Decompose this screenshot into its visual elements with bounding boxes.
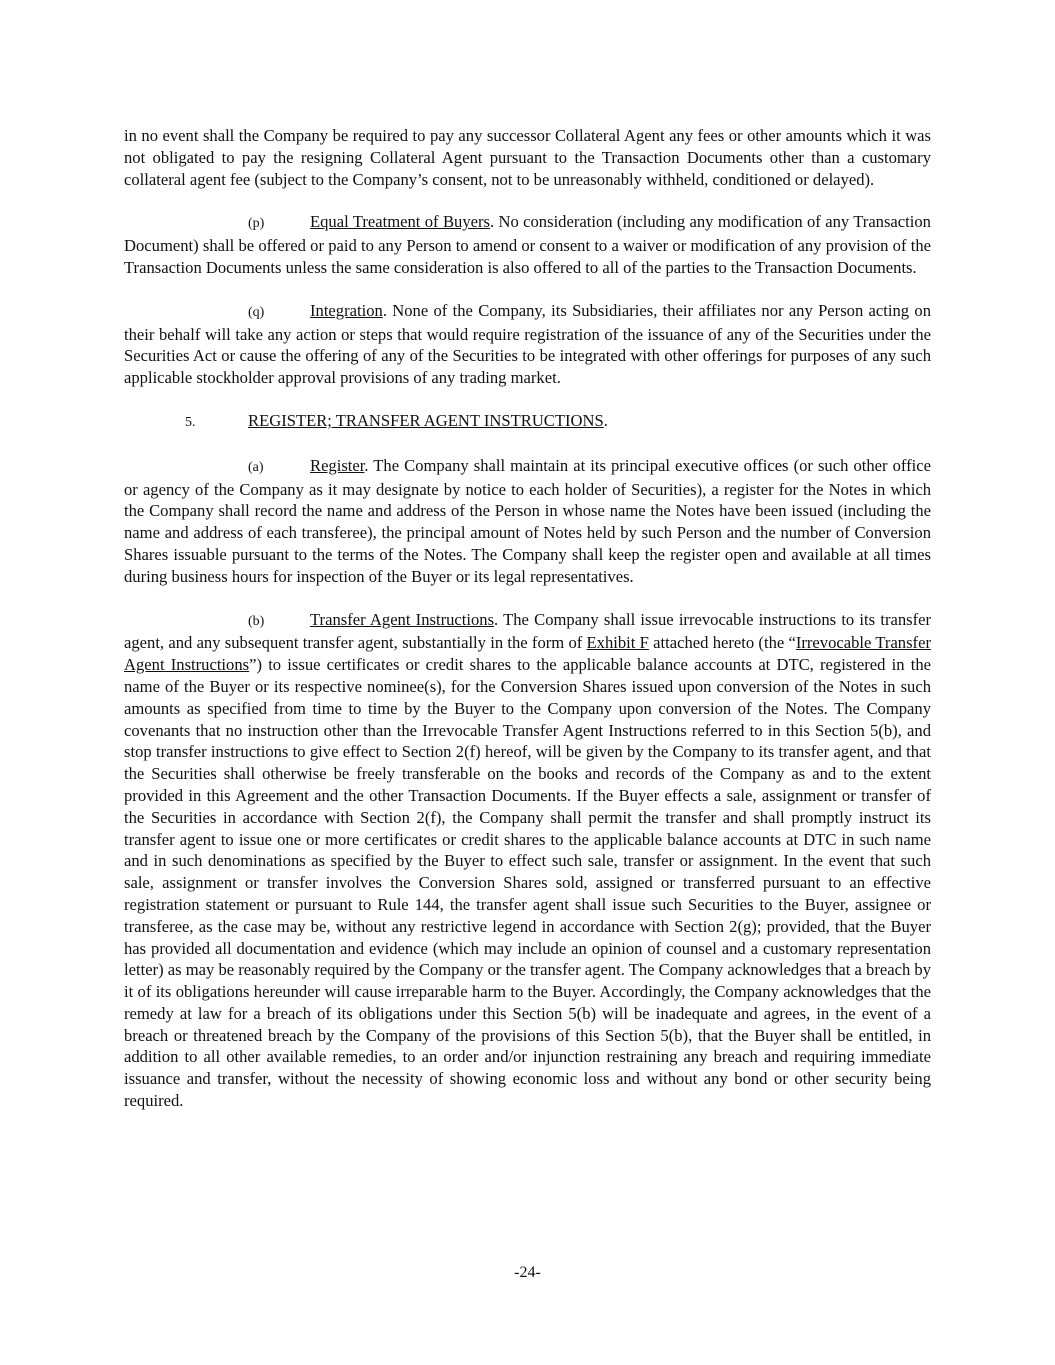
paragraph-title: Register — [310, 455, 365, 475]
paragraph-marker: (q) — [248, 304, 265, 320]
exhibit-reference: Exhibit F — [586, 633, 649, 653]
paragraph-text: . No consideration (including any modification of any Transaction Document) shall be offered or paid to any Person to amend or consent to a waiver or modification of any provision of the Transaction Documents unless the same consideration is also offered to all of the parties to the Transaction Documents. — [124, 212, 931, 277]
section-title-period: . — [603, 410, 608, 430]
paragraph-title: Integration — [310, 300, 383, 320]
paragraph-text: ”) to issue certificates or credit shares to the applicable balance accounts at DTC, registered in the name of the Buyer or its respective nominee(s), for the Conversion Shares issued upon conversion of the Notes in such amounts as specified from time to time by the Buyer to the Company upon conversion of the Notes. The Company covenants that no instruction other than the Irrevocable Transfer Agent Instructions referred to in this Section 5(b), and stop transfer instructions to give effect to Section 2(f) hereof, will be given by the Company to its transfer agent, and that the Securities shall otherwise be freely transferable on the books and records of the Company as and to the extent provided in this Agreement and the other Transaction Documents. If the Buyer effects a sale, assignment or transfer of the Securities in accordance with Section 2(f), the Company shall permit the transfer and shall promptly instruct its transfer agent to issue one or more certificates or credit shares to the applicable balance accounts at DTC in such name and in such denominations as specified by the Buyer to effect such sale, transfer or assignment. In the event that such sale, assignment or transfer involves the Conversion Shares sold, assigned or transferred pursuant to an effective registration statement or pursuant to Rule 144, the transfer agent shall issue such Securities to the Buyer, assignee or transferee, as the case may be, without any restrictive legend in accordance with Section 2(g); provided, that the Buyer has provided all documentation and evidence (which may include an opinion of counsel and a customary representation letter) as may be reasonably required by the Company or the transfer agent. The Company acknowledges that a breach by it of its obligations hereunder will cause irreparable harm to the Buyer. Accordingly, the Company acknowledges that the remedy at law for a breach of its obligations under this Section 5(b) will be inadequate and agrees, in the event of a breach or threatened breach by the Company of the provisions of this Section 5(b), that the Buyer shall be entitled, in addition to all other available remedies, to an order and/or injunction restraining any breach and requiring immediate issuance and transfer, without the necessity of showing economic loss and without any bond or other security being required. — [124, 655, 931, 1111]
section-heading — [124, 410, 931, 434]
paragraph-continuation — [124, 125, 931, 190]
paragraph-marker: (a) — [248, 459, 264, 475]
paragraph-b — [124, 609, 931, 1112]
paragraph-marker: (b) — [248, 613, 265, 629]
page-number: -24- — [514, 1264, 541, 1281]
paragraph-a — [124, 455, 931, 588]
paragraph-marker: (p) — [248, 216, 265, 232]
section-title: REGISTER; TRANSFER AGENT INSTRUCTIONS — [248, 410, 604, 430]
paragraph-text: in no event shall the Company be required to pay any successor Collateral Agent any fees or other amounts which it was not obligated to pay the resigning Collateral Agent pursuant to the Transaction Documents other than a customary collateral agent fee (subject to the Company’s consent, not to be unreasonably withheld, conditioned or delayed). — [124, 126, 931, 189]
paragraph-text: attached hereto (the “ — [648, 633, 796, 653]
paragraph-title: Transfer Agent Instructions — [310, 609, 495, 629]
paragraph-q — [124, 300, 931, 389]
paragraph-title: Equal Treatment of Buyers — [310, 212, 490, 232]
document-page — [124, 125, 931, 1133]
paragraph-text: . The Company shall issue irrevocable instructions to its transfer agent, and any subsequent transfer agent, substantially in the form of — [124, 609, 932, 653]
section-number: 5. — [185, 414, 196, 430]
paragraph-text: . None of the Company, its Subsidiaries, their affiliates nor any Person acting on their behalf will take any action or steps that would require registration of the issuance of any of the Securities under the Securities Act or cause the offering of any of the Securities to be integrated with other offerings for purposes of any such applicable stockholder approval provisions of any trading market. — [124, 300, 931, 388]
paragraph-p — [124, 211, 931, 278]
defined-term: Irrevocable Transfer Agent Instructions — [124, 633, 931, 675]
paragraph-text: . The Company shall maintain at its principal executive offices (or such other office or agency of the Company as it may designate by notice to each holder of Securities), a register for the Notes in which the Company shall record the name and address of the Person in whose name the Notes have been issued (including the name and address of each transferee), the principal amount of Notes held by such Person and the number of Conversion Shares issuable pursuant to the terms of the Notes. The Company shall keep the register open and available at all times during business hours for inspection of the Buyer or its legal representatives. — [124, 455, 931, 586]
